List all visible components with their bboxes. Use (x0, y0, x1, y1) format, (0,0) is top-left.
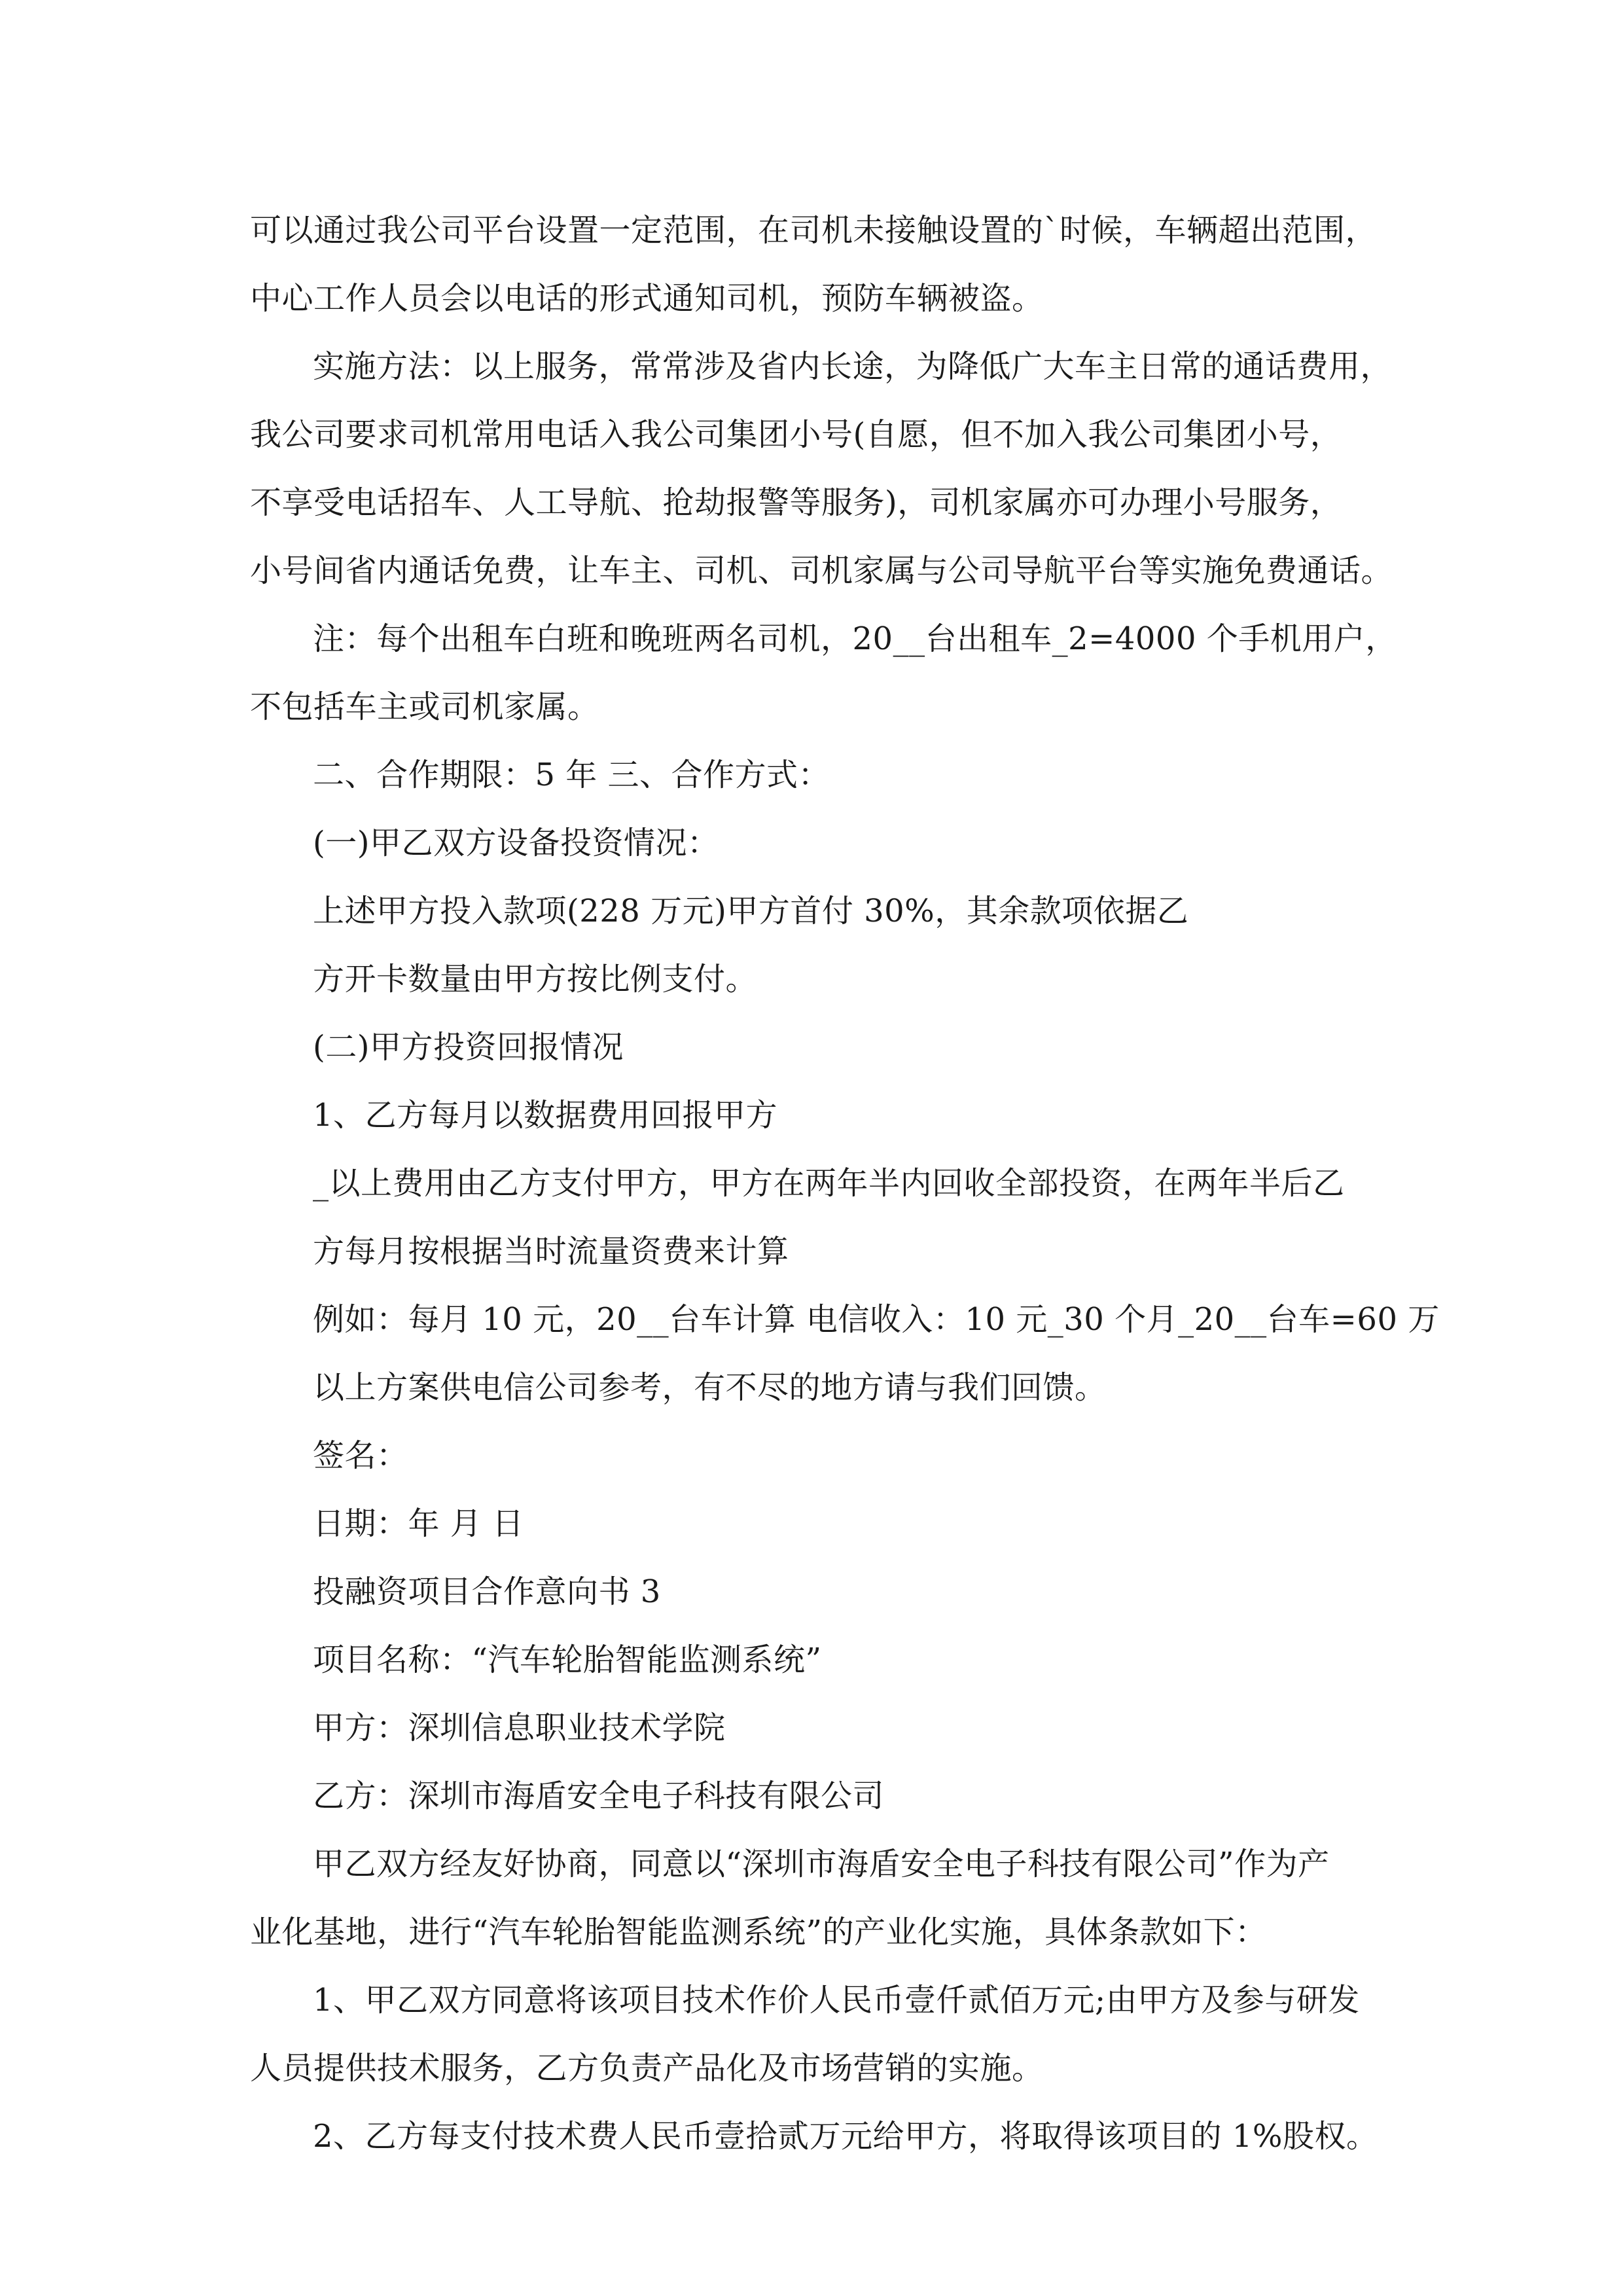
date-label: 日期：年 月 日 (313, 1505, 524, 1542)
subsection-heading: (一)甲乙双方设备投资情况： (313, 825, 719, 861)
document-body (250, 196, 1440, 2170)
text-line: 不包括车主或司机家属。 (250, 689, 599, 725)
party-a: 甲方：深圳信息职业技术学院 (313, 1710, 726, 1746)
text-line: _以上费用由乙方支付甲方，甲方在两年半内回收全部投资，在两年半后乙 (313, 1165, 1345, 1202)
text-line: 甲乙双方经友好协商，同意以“深圳市海盾安全电子科技有限公司”作为产 (313, 1846, 1330, 1882)
text-line: 2、乙方每支付技术费人民币壹拾贰万元给甲方，将取得该项目的 1%股权。 (313, 2118, 1378, 2155)
text-line: 注：每个出租车白班和晚班两名司机，20__台出租车_2=4000 个手机用户， (313, 620, 1397, 657)
section-heading: 二、合作期限：5 年 三、合作方式： (313, 757, 830, 793)
project-name: 项目名称：“汽车轮胎智能监测系统” (313, 1641, 822, 1678)
document-title: 投融资项目合作意向书 3 (313, 1573, 661, 1610)
text-line: 上述甲方投入款项(228 万元)甲方首付 30%，其余款项依据乙 (313, 893, 1189, 929)
text-line: 我公司要求司机常用电话入我公司集团小号(自愿，但不加入我公司集团小号， (250, 416, 1342, 453)
text-line: 例如：每月 10 元，20__台车计算 电信收入：10 元_30 个月_20__台车=60 万 (313, 1301, 1440, 1338)
text-line: 方每月按根据当时流量资费来计算 (313, 1233, 789, 1270)
text-line: 小号间省内通话免费，让车主、司机、司机家属与公司导航平台等实施免费通话。 (250, 552, 1393, 589)
text-line: 1、甲乙双方同意将该项目技术作价人民币壹仟贰佰万元;由甲方及参与研发 (313, 1982, 1360, 2018)
text-line: 业化基地，进行“汽车轮胎智能监测系统”的产业化实施，具体条款如下： (250, 1914, 1267, 1950)
text-line: 人员提供技术服务，乙方负责产品化及市场营销的实施。 (250, 2050, 1044, 2087)
party-b: 乙方：深圳市海盾安全电子科技有限公司 (313, 1778, 885, 1814)
signature-label: 签名： (313, 1437, 408, 1474)
text-line: 方开卡数量由甲方按比例支付。 (313, 961, 758, 997)
text-line: 不享受电话招车、人工导航、抢劫报警等服务)，司机家属亦可办理小号服务， (250, 484, 1342, 521)
text-line: 中心工作人员会以电话的形式通知司机，预防车辆被盗。 (250, 280, 1044, 317)
text-line: 可以通过我公司平台设置一定范围，在司机未接触设置的`时候，车辆超出范围， (250, 212, 1378, 249)
subsection-heading: (二)甲方投资回报情况 (313, 1029, 624, 1066)
text-line: 1、乙方每月以数据费用回报甲方 (313, 1097, 778, 1134)
text-line: 以上方案供电信公司参考，有不尽的地方请与我们回馈。 (313, 1369, 1107, 1406)
text-line: 实施方法：以上服务，常常涉及省内长途，为降低广大车主日常的通话费用， (313, 348, 1393, 385)
